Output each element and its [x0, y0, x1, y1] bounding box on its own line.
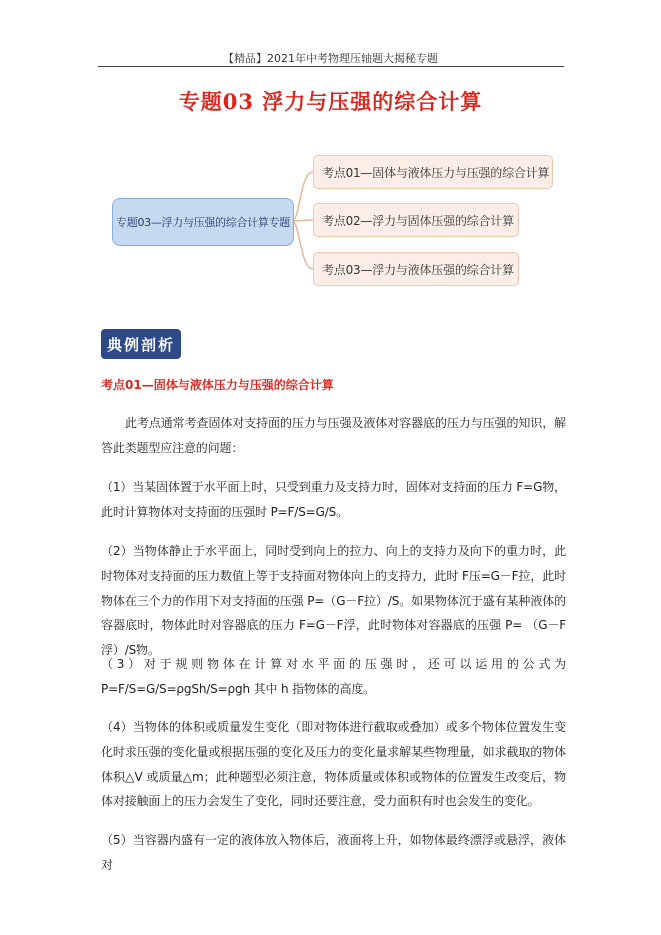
section-heading: 考点01—固体与液体压力与压强的综合计算 [101, 378, 334, 392]
paragraph-5: （5）当容器内盛有一定的液体放入物体后，液面将上升，如物体最终漂浮或悬浮，液体对 [101, 833, 566, 872]
page-title: 专题03 浮力与压强的综合计算 [178, 89, 483, 114]
connector-2 [292, 220, 313, 221]
paragraph-2: （2）当物体静止于水平面上，同时受到向上的拉力、向上的支持力及向下的重力时，此时物体对支持面的压力数值上等于支持面对物体向上的支持力，此时 F压=G－F拉，此时物体在三个力的作用下对支持面的压强 P=（G－F拉）/S。如果物体沉于盛有某种液体的容器底时，物体此时对容器底的压力 F=G－F浮，此时物体对容器底的压强 P= （G－F浮）/S物。 [101, 544, 566, 658]
mindmap-node-2: 考点02—浮力与固体压强的综合计算 [313, 203, 519, 237]
mindmap-root-node: 专题03—浮力与压强的综合计算专题 [112, 198, 294, 246]
paragraph-4: （4）当物体的体积或质量发生变化（即对物体进行截取或叠加）或多个物体位置发生变化时求压强的变化量或根据压强的变化及压力的变化量求解某些物理量，如求截取的物体体积△V 或质量△m；此种题型必须注意，物体质量或体积或物体的位置发生改变后，物体对接触面上的压力会发生了变化，同时还要注意，受力面积有时也会发生的变化。 [101, 720, 566, 809]
mindmap-node-3: 考点03—浮力与液体压强的综合计算 [313, 252, 519, 286]
paragraph-intro: 此考点通常考查固体对支持面的压力与压强及液体对容器底的压力与压强的知识，解答此类题型应注意的问题： [101, 416, 566, 455]
connector-3 [292, 221, 313, 269]
section-badge: 典例剖析 [101, 329, 181, 359]
paragraph-1: （1）当某固体置于水平面上时，只受到重力及支持力时，固体对支持面的压力 F=G物，此时计算物体对支持面的压强时 P=F/S=G/S。 [101, 480, 566, 519]
connector-1 [292, 172, 313, 221]
mindmap-node-1: 考点01—固体与液体压力与压强的综合计算 [313, 155, 553, 189]
paragraph-3: （3）对于规则物体在计算对水平面的压强时，还可以运用的公式为 P=F/S=G/S=ρgSh/S=ρgh 其中 h 指物体的高度。 [101, 657, 566, 696]
page-header: 【精品】2021年中考物理压轴题大揭秘专题 [223, 52, 438, 65]
